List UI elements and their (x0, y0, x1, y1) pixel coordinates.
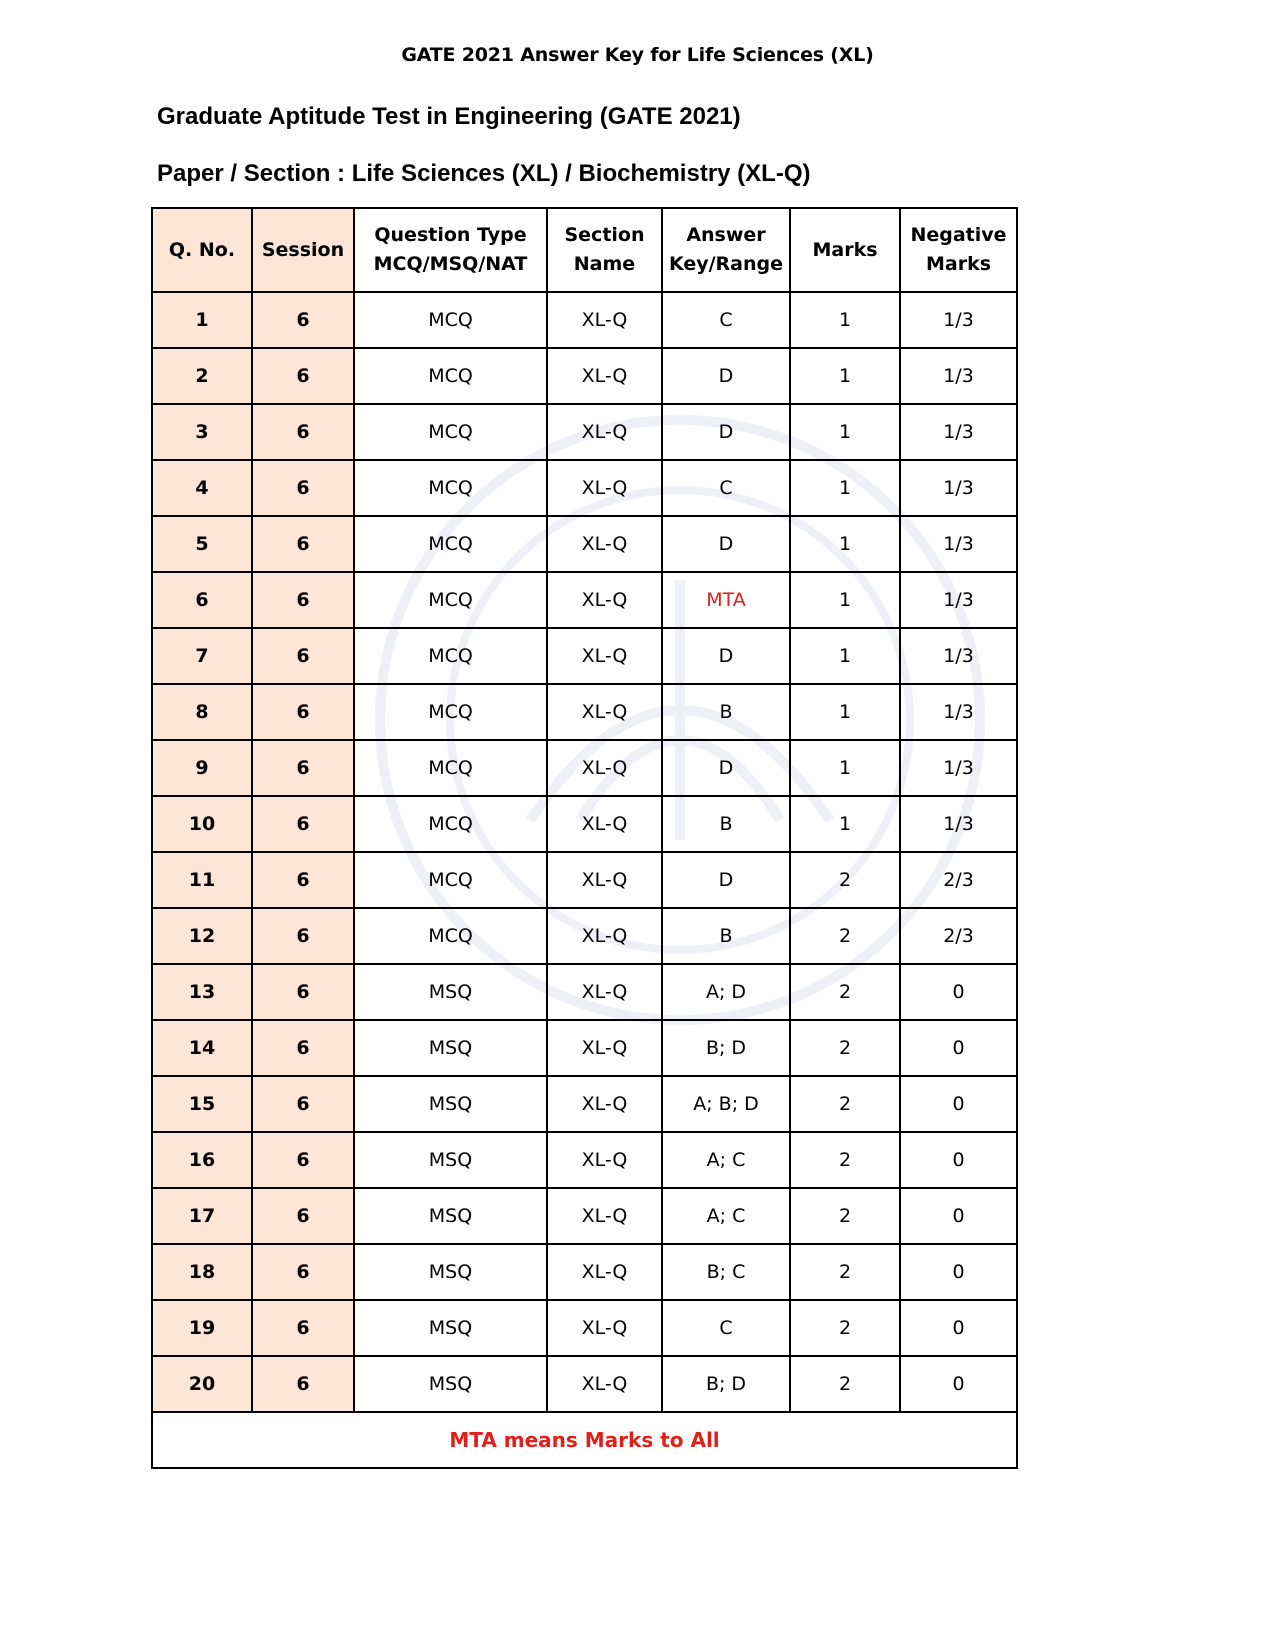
marks-cell: 2 (790, 1300, 900, 1356)
question-type-cell: MSQ (354, 1020, 547, 1076)
negative-marks-cell: 1/3 (900, 684, 1017, 740)
table-row (152, 740, 1017, 796)
table-body (152, 292, 1017, 1412)
question-type-cell: MCQ (354, 292, 547, 348)
qno-cell: 1 (152, 292, 252, 348)
negative-marks-cell: 1/3 (900, 628, 1017, 684)
question-type-cell: MCQ (354, 684, 547, 740)
table-row (152, 1356, 1017, 1412)
negative-marks-cell: 1/3 (900, 796, 1017, 852)
section-name-cell: XL-Q (547, 964, 662, 1020)
session-cell: 6 (252, 1020, 354, 1076)
column-header-line: Question Type (374, 224, 527, 246)
section-name-cell: XL-Q (547, 1076, 662, 1132)
session-cell: 6 (252, 1300, 354, 1356)
section-name-cell: XL-Q (547, 1188, 662, 1244)
marks-cell: 2 (790, 1356, 900, 1412)
question-type-cell: MSQ (354, 1244, 547, 1300)
negative-marks-cell: 1/3 (900, 516, 1017, 572)
session-cell: 6 (252, 852, 354, 908)
answer-key-cell: D (662, 628, 790, 684)
column-header-line: Answer (686, 224, 766, 246)
section-name-cell: XL-Q (547, 348, 662, 404)
column-header-line: Marks (925, 253, 992, 275)
section-name-cell: XL-Q (547, 1132, 662, 1188)
negative-marks-cell: 1/3 (900, 404, 1017, 460)
marks-header (790, 208, 900, 292)
column-header-line: MCQ/MSQ/NAT (373, 253, 528, 275)
negative-marks-cell: 1/3 (900, 572, 1017, 628)
answer-key-cell: A; C (662, 1188, 790, 1244)
session-cell: 6 (252, 1356, 354, 1412)
negative-marks-cell: 0 (900, 1020, 1017, 1076)
marks-cell: 1 (790, 348, 900, 404)
negative-marks-cell: 2/3 (900, 908, 1017, 964)
qno-cell: 12 (152, 908, 252, 964)
qno-header (152, 208, 252, 292)
marks-cell: 2 (790, 1188, 900, 1244)
session-cell: 6 (252, 516, 354, 572)
table-row (152, 796, 1017, 852)
table-row (152, 852, 1017, 908)
marks-cell: 1 (790, 572, 900, 628)
question-type-cell: MCQ (354, 460, 547, 516)
marks-cell: 1 (790, 628, 900, 684)
section-name-cell: XL-Q (547, 460, 662, 516)
answer-key-table-container (151, 207, 1016, 1469)
question-type-cell: MSQ (354, 1188, 547, 1244)
table-row (152, 1188, 1017, 1244)
question-type-cell: MCQ (354, 796, 547, 852)
table-row (152, 292, 1017, 348)
answer-key-cell: B; D (662, 1020, 790, 1076)
qno-cell: 17 (152, 1188, 252, 1244)
marks-cell: 1 (790, 460, 900, 516)
marks-cell: 1 (790, 516, 900, 572)
answer-key-cell: A; C (662, 1132, 790, 1188)
negative-marks-cell: 0 (900, 1356, 1017, 1412)
question-type-cell: MCQ (354, 516, 547, 572)
session-cell: 6 (252, 1244, 354, 1300)
table-row (152, 628, 1017, 684)
answer-key-cell: A; B; D (662, 1076, 790, 1132)
section-name-cell: XL-Q (547, 684, 662, 740)
answer-key-cell: B (662, 796, 790, 852)
negative-marks-cell: 0 (900, 1244, 1017, 1300)
answer-key-cell: C (662, 292, 790, 348)
negative-marks-cell: 1/3 (900, 740, 1017, 796)
table-row (152, 684, 1017, 740)
answer-key-table (151, 207, 1018, 1469)
qno-cell: 6 (152, 572, 252, 628)
column-header-line: Key/Range (668, 253, 784, 275)
answer-key-cell: B; D (662, 1356, 790, 1412)
column-header-line: Name (573, 253, 636, 275)
question-type-cell: MSQ (354, 1300, 547, 1356)
section-name-cell: XL-Q (547, 908, 662, 964)
table-row (152, 1020, 1017, 1076)
qno-cell: 9 (152, 740, 252, 796)
negative-marks-cell: 1/3 (900, 460, 1017, 516)
session-cell: 6 (252, 404, 354, 460)
marks-cell: 2 (790, 964, 900, 1020)
marks-cell: 2 (790, 852, 900, 908)
question-type-cell: MCQ (354, 628, 547, 684)
section-name-header (547, 208, 662, 292)
session-cell: 6 (252, 292, 354, 348)
qno-cell: 3 (152, 404, 252, 460)
negative-marks-header (900, 208, 1017, 292)
section-name-cell: XL-Q (547, 796, 662, 852)
table-header-row (152, 208, 1017, 292)
negative-marks-cell: 2/3 (900, 852, 1017, 908)
answer-key-cell: A; D (662, 964, 790, 1020)
mta-footnote: MTA means Marks to All (152, 1412, 1017, 1468)
table-row (152, 1244, 1017, 1300)
paper-section-subtitle: Paper / Section : Life Sciences (XL) / Biochemistry (XL-Q) (157, 160, 811, 187)
section-name-cell: XL-Q (547, 1356, 662, 1412)
question-type-cell: MCQ (354, 740, 547, 796)
column-header-line: Marks (812, 238, 878, 261)
question-type-cell: MSQ (354, 1076, 547, 1132)
negative-marks-cell: 0 (900, 1076, 1017, 1132)
qno-cell: 20 (152, 1356, 252, 1412)
qno-cell: 19 (152, 1300, 252, 1356)
marks-cell: 1 (790, 292, 900, 348)
qno-cell: 18 (152, 1244, 252, 1300)
qno-cell: 14 (152, 1020, 252, 1076)
column-header-line: Session (261, 238, 345, 261)
question-type-cell: MCQ (354, 348, 547, 404)
question-type-cell: MSQ (354, 1132, 547, 1188)
table-row (152, 348, 1017, 404)
session-cell: 6 (252, 1132, 354, 1188)
marks-cell: 2 (790, 1020, 900, 1076)
marks-cell: 1 (790, 404, 900, 460)
session-cell: 6 (252, 628, 354, 684)
section-name-cell: XL-Q (547, 404, 662, 460)
qno-cell: 16 (152, 1132, 252, 1188)
table-row (152, 572, 1017, 628)
footnote-row (152, 1412, 1017, 1468)
table-row (152, 1076, 1017, 1132)
negative-marks-cell: 0 (900, 1300, 1017, 1356)
answer-key-cell: B (662, 908, 790, 964)
session-cell: 6 (252, 460, 354, 516)
answer-key-cell: D (662, 740, 790, 796)
answer-key-cell: D (662, 348, 790, 404)
table-row (152, 1300, 1017, 1356)
question-type-cell: MCQ (354, 852, 547, 908)
answer-key-cell: B; C (662, 1244, 790, 1300)
answer-key-cell: MTA (662, 572, 790, 628)
question-type-header (354, 208, 547, 292)
session-cell: 6 (252, 964, 354, 1020)
session-cell: 6 (252, 740, 354, 796)
table-row (152, 964, 1017, 1020)
column-header-line: Section (564, 224, 645, 246)
marks-cell: 2 (790, 1076, 900, 1132)
question-type-cell: MCQ (354, 404, 547, 460)
marks-cell: 1 (790, 684, 900, 740)
negative-marks-cell: 1/3 (900, 292, 1017, 348)
section-name-cell: XL-Q (547, 628, 662, 684)
section-name-cell: XL-Q (547, 1244, 662, 1300)
page-title: Graduate Aptitude Test in Engineering (GATE 2021) (157, 103, 741, 130)
qno-cell: 5 (152, 516, 252, 572)
answer-key-cell: D (662, 404, 790, 460)
qno-cell: 10 (152, 796, 252, 852)
qno-cell: 15 (152, 1076, 252, 1132)
question-type-cell: MCQ (354, 908, 547, 964)
section-name-cell: XL-Q (547, 292, 662, 348)
answer-key-cell: C (662, 1300, 790, 1356)
question-type-cell: MSQ (354, 964, 547, 1020)
answer-key-cell: D (662, 516, 790, 572)
qno-cell: 13 (152, 964, 252, 1020)
answer-key-cell: C (662, 460, 790, 516)
question-type-cell: MSQ (354, 1356, 547, 1412)
marks-cell: 2 (790, 1244, 900, 1300)
session-cell: 6 (252, 1076, 354, 1132)
column-header-line: Q. No. (168, 238, 236, 261)
session-cell: 6 (252, 1188, 354, 1244)
document-header-note: GATE 2021 Answer Key for Life Sciences (XL) (401, 44, 874, 66)
qno-cell: 4 (152, 460, 252, 516)
section-name-cell: XL-Q (547, 572, 662, 628)
table-row (152, 404, 1017, 460)
negative-marks-cell: 1/3 (900, 348, 1017, 404)
marks-cell: 1 (790, 740, 900, 796)
section-name-cell: XL-Q (547, 740, 662, 796)
table-row (152, 1132, 1017, 1188)
session-cell: 6 (252, 348, 354, 404)
column-header-line: Negative (910, 224, 1007, 246)
table-row (152, 516, 1017, 572)
section-name-cell: XL-Q (547, 852, 662, 908)
marks-cell: 1 (790, 796, 900, 852)
table-row (152, 908, 1017, 964)
question-type-cell: MCQ (354, 572, 547, 628)
table-row (152, 460, 1017, 516)
qno-cell: 2 (152, 348, 252, 404)
section-name-cell: XL-Q (547, 1300, 662, 1356)
marks-cell: 2 (790, 1132, 900, 1188)
session-cell: 6 (252, 684, 354, 740)
negative-marks-cell: 0 (900, 1132, 1017, 1188)
answer-key-cell: D (662, 852, 790, 908)
section-name-cell: XL-Q (547, 1020, 662, 1076)
session-cell: 6 (252, 796, 354, 852)
section-name-cell: XL-Q (547, 516, 662, 572)
answer-key-cell: B (662, 684, 790, 740)
qno-cell: 11 (152, 852, 252, 908)
qno-cell: 8 (152, 684, 252, 740)
session-cell: 6 (252, 572, 354, 628)
marks-cell: 2 (790, 908, 900, 964)
session-cell: 6 (252, 908, 354, 964)
qno-cell: 7 (152, 628, 252, 684)
negative-marks-cell: 0 (900, 1188, 1017, 1244)
negative-marks-cell: 0 (900, 964, 1017, 1020)
answer-key-header (662, 208, 790, 292)
session-header (252, 208, 354, 292)
